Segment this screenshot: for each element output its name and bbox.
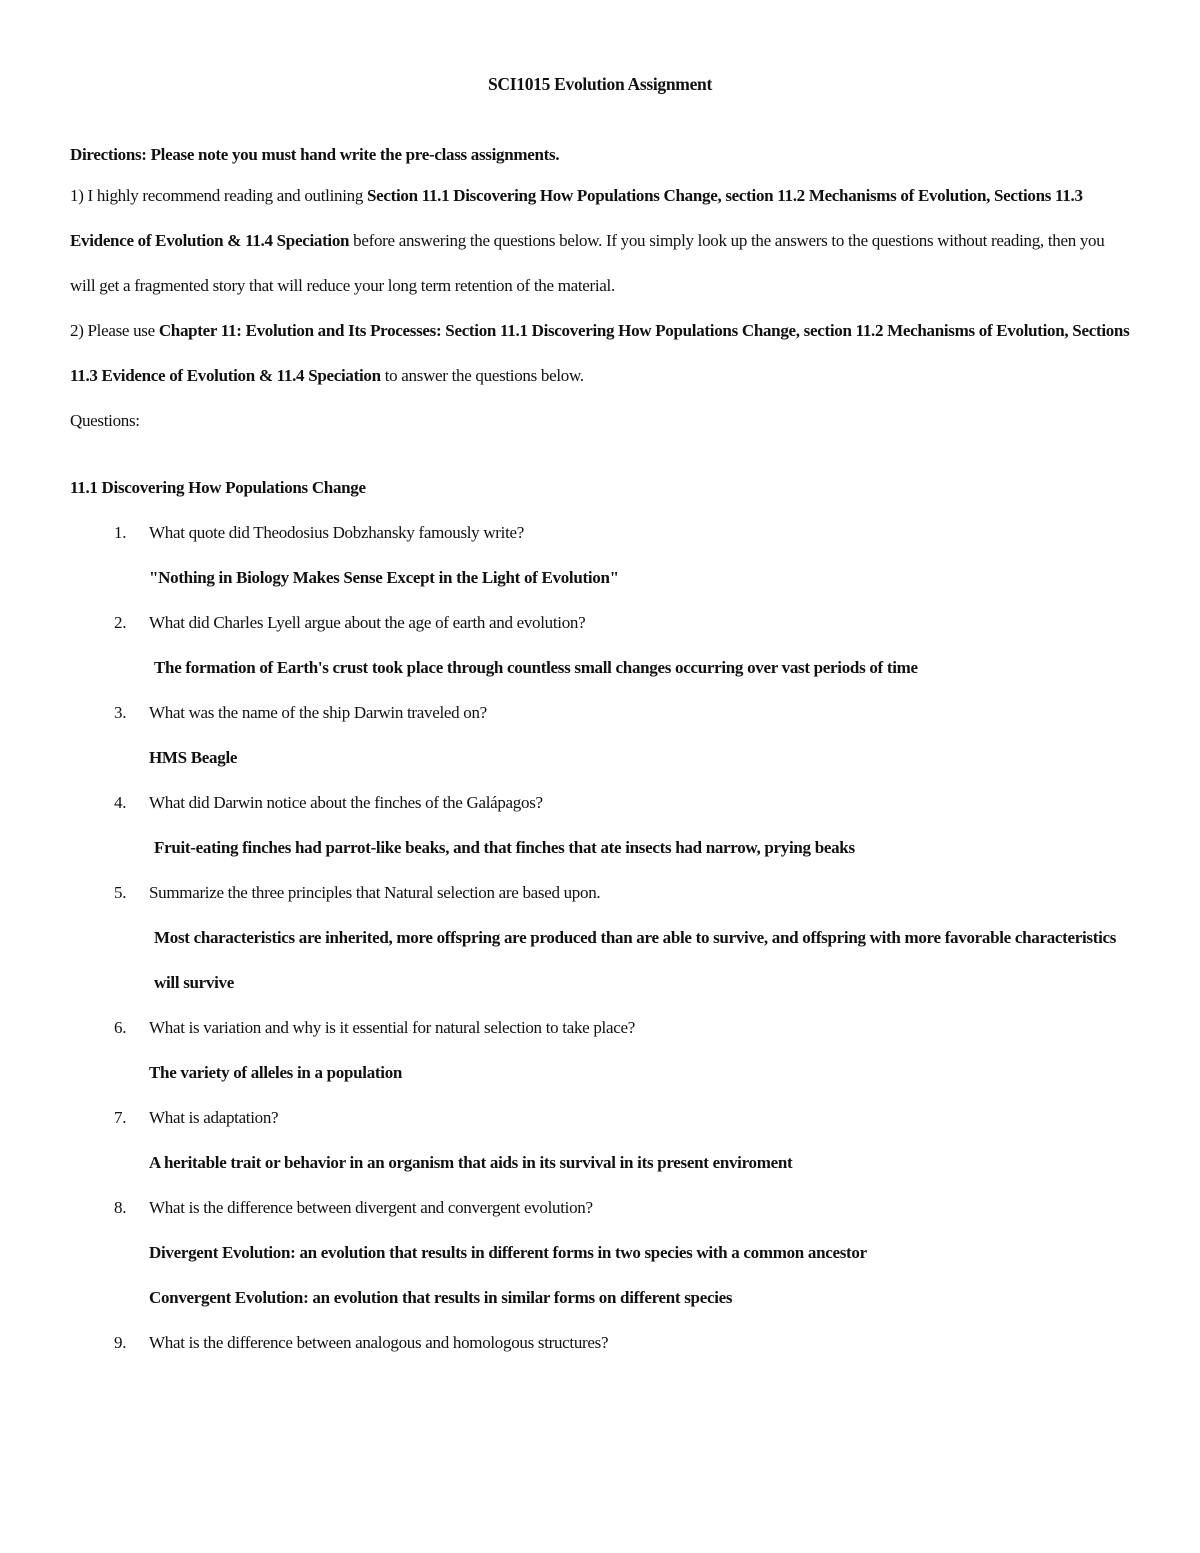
question-text: What was the name of the ship Darwin traveled on?: [149, 703, 487, 722]
question-text: Summarize the three principles that Natural selection are based upon.: [149, 883, 601, 902]
question-number: 8.: [114, 1198, 127, 1217]
answer-text: The formation of Earth's crust took place through countless small changes occurring over vast periods of time: [154, 658, 918, 677]
question-number: 3.: [114, 703, 127, 722]
question-number: 9.: [114, 1333, 127, 1352]
question-item: [70, 1185, 1130, 1320]
question-text: What is the difference between divergent and convergent evolution?: [149, 1198, 593, 1217]
answer-text: Most characteristics are inherited, more offspring are produced than are able to survive, and offspring with more favorable characteristics will survive: [154, 928, 1117, 992]
instruction-2-bold: Chapter 11: Evolution and Its Processes: Section 11.1 Discovering How Populations Change, section 11.2 Mechanisms of Evolution, Sections 11.3 Evidence of Evolution & 11.4 Speciation: [70, 321, 1130, 385]
question-item: [70, 780, 1130, 870]
instruction-paragraph-2: [70, 308, 1130, 398]
questions-label: Questions:: [70, 411, 140, 430]
instruction-1-prefix: 1) I highly recommend reading and outlining: [70, 186, 367, 205]
answer-text: Divergent Evolution: an evolution that results in different forms in two species with a common ancestor: [149, 1243, 867, 1262]
answer-text: Fruit-eating finches had parrot-like beaks, and that finches that ate insects had narrow, prying beaks: [154, 838, 855, 857]
question-item: [70, 1320, 1130, 1365]
question-text: What did Darwin notice about the finches of the Galápagos?: [149, 793, 543, 812]
question-number: 1.: [114, 523, 127, 542]
document-title: SCI1015 Evolution Assignment: [487, 74, 712, 94]
question-item: [70, 1005, 1130, 1095]
question-item: [70, 690, 1130, 780]
question-text: What is the difference between analogous and homologous structures?: [149, 1333, 609, 1352]
question-text: What is adaptation?: [149, 1108, 279, 1127]
question-text: What quote did Theodosius Dobzhansky famously write?: [149, 523, 525, 542]
question-text: What did Charles Lyell argue about the age of earth and evolution?: [149, 613, 586, 632]
question-number: 4.: [114, 793, 127, 812]
directions-text: Directions: Please note you must hand write the pre-class assignments.: [70, 145, 560, 164]
instruction-1-bold: Section 11.1 Discovering How Populations Change, section 11.2 Mechanisms of Evolution, Sections 11.3 Evidence of Evolution & 11.4 Speciation: [70, 186, 1083, 250]
answer-text: "Nothing in Biology Makes Sense Except in the Light of Evolution": [149, 568, 619, 587]
question-number: 6.: [114, 1018, 127, 1037]
instruction-2-prefix: 2) Please use: [70, 321, 159, 340]
question-item: [70, 870, 1130, 1005]
question-text: What is variation and why is it essential for natural selection to take place?: [149, 1018, 635, 1037]
instruction-1-suffix: before answering the questions below. If you simply look up the answers to the questions without reading, then you will get a fragmented story that will reduce your long term retention of the material.: [70, 231, 1105, 295]
answer-text: Convergent Evolution: an evolution that results in similar forms on different species: [149, 1288, 733, 1307]
instruction-2-suffix: to answer the questions below.: [380, 366, 584, 385]
question-number: 2.: [114, 613, 127, 632]
question-list: [70, 510, 1130, 1365]
question-number: 7.: [114, 1108, 127, 1127]
question-item: [70, 1095, 1130, 1185]
question-item: [70, 600, 1130, 690]
question-item: [70, 510, 1130, 600]
answer-text: The variety of alleles in a population: [149, 1063, 403, 1082]
answer-text: HMS Beagle: [149, 748, 238, 767]
answer-text: A heritable trait or behavior in an organism that aids in its survival in its present enviroment: [149, 1153, 793, 1172]
section-heading: 11.1 Discovering How Populations Change: [70, 478, 366, 497]
question-number: 5.: [114, 883, 127, 902]
instruction-paragraph-1: [70, 173, 1130, 308]
